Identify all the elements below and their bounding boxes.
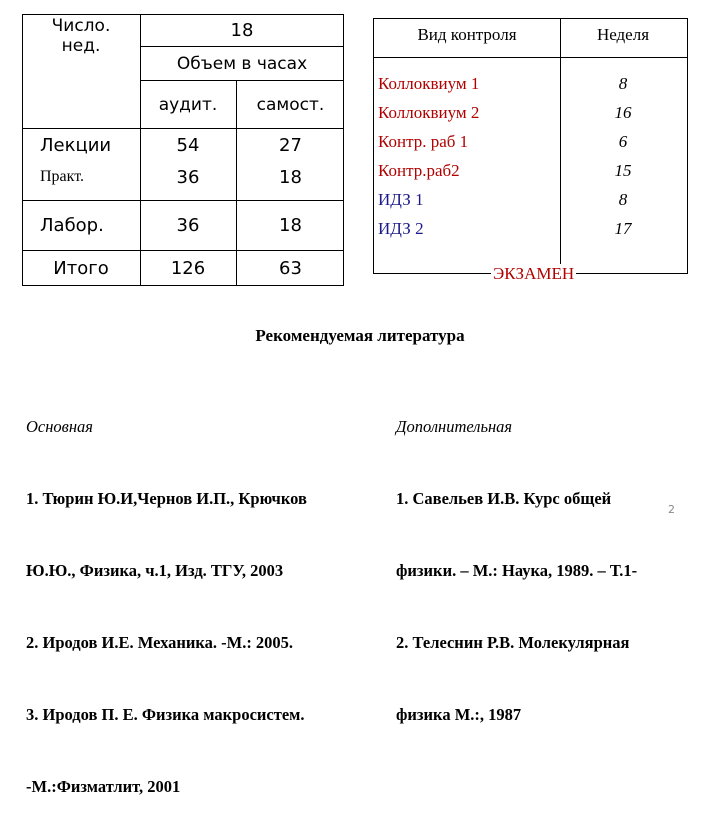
header-control-type: Вид контроля (417, 25, 517, 44)
page-number: 2 (668, 503, 675, 516)
literature-line: физики. – М.: Наука, 1989. – Т.1- (396, 561, 638, 580)
row-self: 27 (279, 134, 302, 156)
volume-header: Объем в часах (176, 53, 308, 74)
control-week: 16 (614, 103, 632, 122)
row-label: Лекции (40, 134, 112, 156)
literature-line: 2. Иродов И.Е. Механика. -М.: 2005. (26, 633, 294, 652)
row-auditorium: 54 (176, 134, 200, 156)
col-auditorium: аудит. (158, 94, 218, 115)
main-literature (26, 367, 307, 823)
literature-line: 1. Тюрин Ю.И,Чернов И.П., Крючков (26, 489, 307, 508)
row-self: 63 (279, 258, 302, 279)
control-type: Контр.раб2 (378, 161, 460, 180)
col-self: самост. (256, 94, 325, 115)
control-type: Контр. раб 1 (378, 132, 469, 151)
literature-line: физика М.:, 1987 (396, 705, 522, 724)
control-week: 17 (614, 219, 632, 238)
control-week: 15 (614, 161, 632, 180)
literature-line: -М.:Физматлит, 2001 (26, 777, 181, 796)
control-type: Коллоквиум 2 (378, 103, 480, 122)
grid-line (374, 57, 687, 58)
row-label: Лабор. (40, 215, 104, 236)
weeks-label: Число. нед. (51, 16, 111, 56)
exam-label: ЭКЗАМЕН (493, 264, 575, 283)
main-literature-heading: Основная (26, 417, 93, 436)
weeks-value: 18 (230, 19, 254, 41)
row-label: Итого (53, 258, 109, 279)
row-self: 18 (279, 215, 302, 236)
control-type: ИДЗ 2 (378, 219, 424, 238)
row-self: 18 (279, 166, 302, 188)
hours-table (22, 14, 344, 286)
row-auditorium: 126 (170, 258, 206, 279)
control-type: Коллоквиум 1 (378, 74, 480, 93)
control-week: 8 (618, 74, 628, 93)
header-week: Неделя (596, 25, 650, 44)
row-label: Практ. (40, 168, 85, 185)
row-auditorium: 36 (176, 166, 200, 188)
additional-literature (396, 367, 637, 751)
literature-line: 3. Иродов П. Е. Физика макросистем. (26, 705, 305, 724)
literature-line: 1. Савельев И.В. Курс общей (396, 489, 612, 508)
literature-title: Рекомендуемая литература (255, 326, 465, 345)
control-week: 8 (618, 190, 628, 209)
additional-literature-heading: Дополнительная (396, 417, 513, 436)
row-auditorium: 36 (176, 215, 200, 236)
control-type: ИДЗ 1 (378, 190, 424, 209)
control-week: 6 (618, 132, 628, 151)
literature-line: 2. Телеснин Р.В. Молекулярная (396, 633, 630, 652)
control-table (373, 18, 688, 274)
literature-line: Ю.Ю., Физика, ч.1, Изд. ТГУ, 2003 (26, 561, 284, 580)
